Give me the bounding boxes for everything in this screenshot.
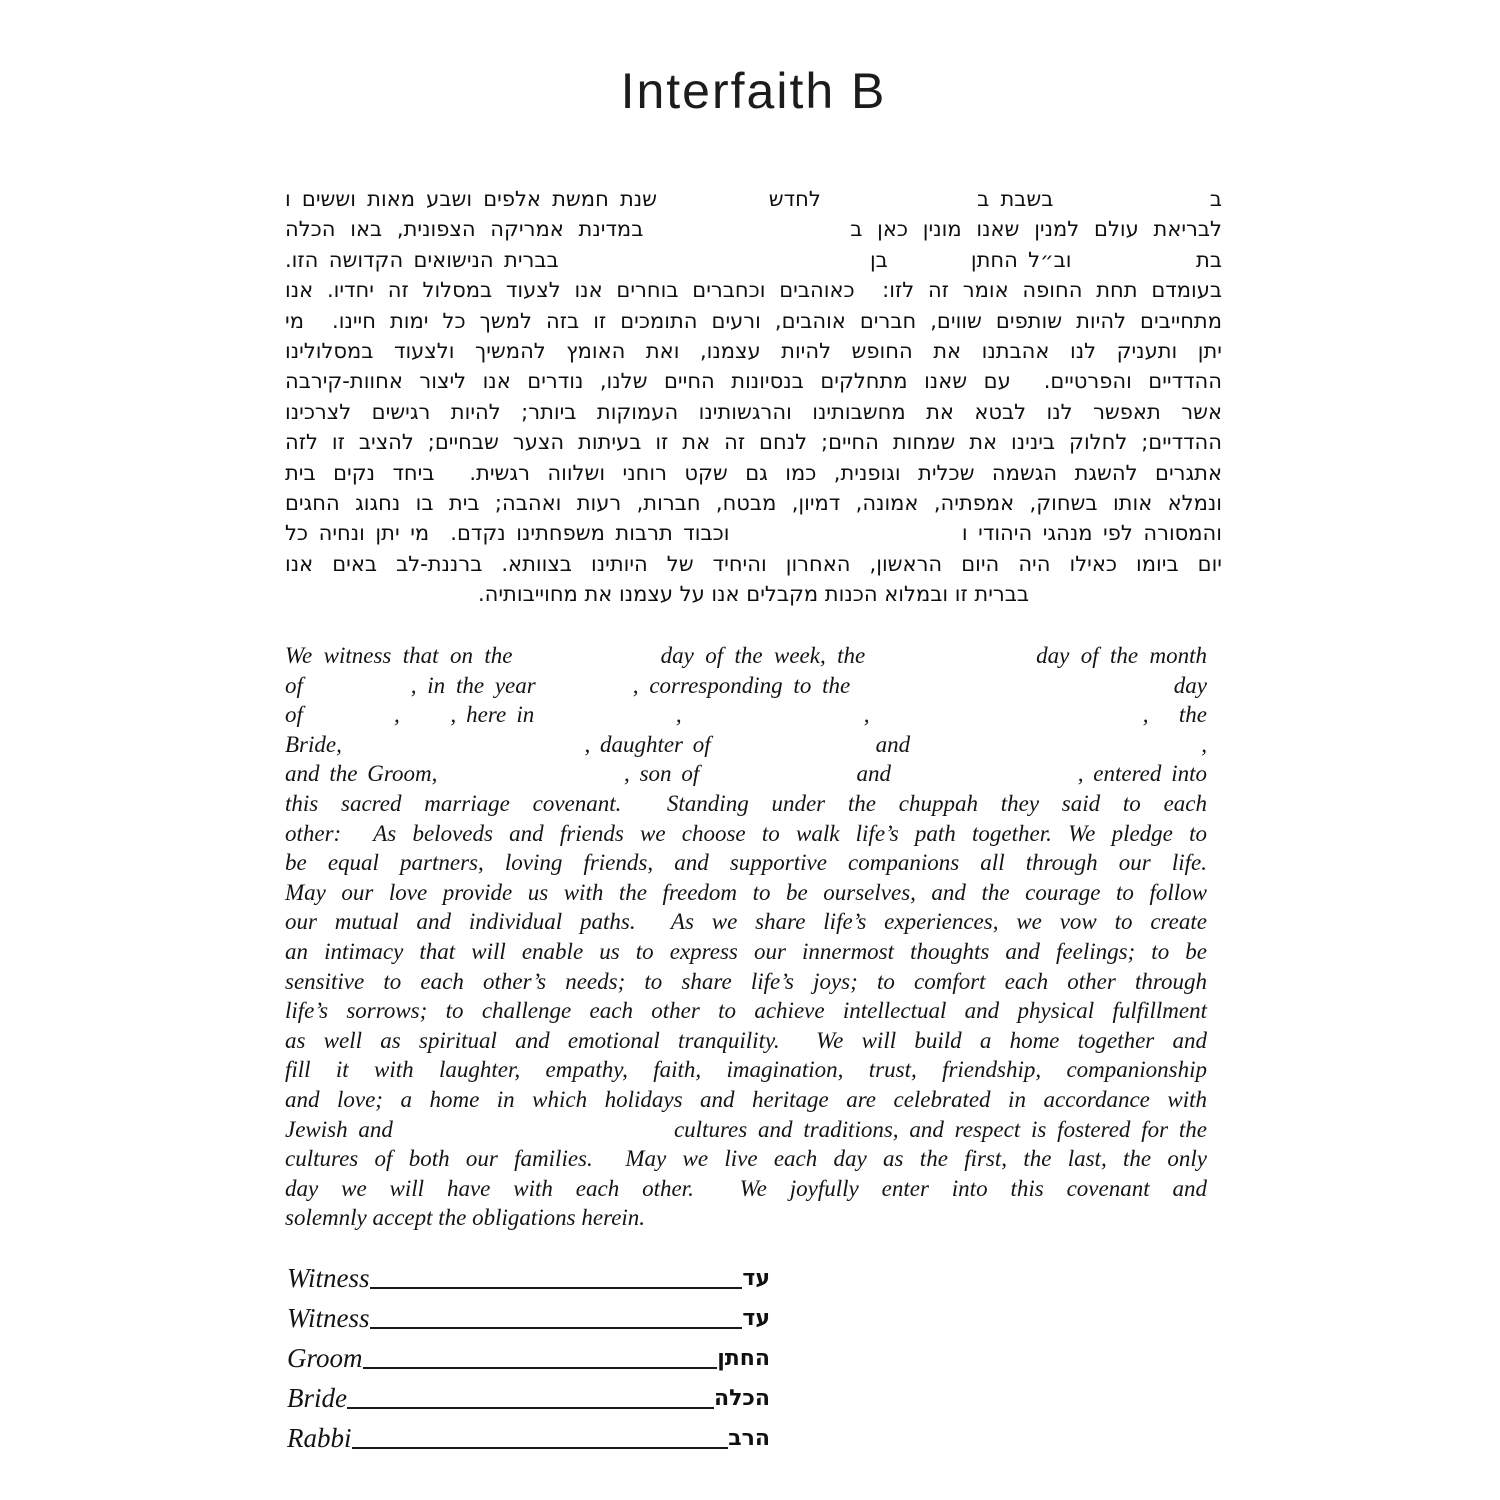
english-text-line: be equal partners, loving friends, and supportive companions all through our life. xyxy=(285,850,1207,876)
hebrew-text-line: בת וב״ל החתן בן בברית הנישואים הקדושה הזו. xyxy=(285,247,1222,272)
page-title: Interfaith B xyxy=(620,63,887,119)
hebrew-text-line: ונמלא אותו בשחוק, אמפתיה, אמונה, דמיון, מבטח, חברות, רעות ואהבה; בית בו נחגוג החגים xyxy=(285,491,1222,516)
bride-signature-row xyxy=(287,1372,770,1412)
hebrew-text-line: יתן ותעניק לנו אהבתנו את החופש להיות עצמנו, ואת האומץ להמשיך ולצעוד במסלולינו xyxy=(285,339,1222,364)
english-text-line: this sacred marriage covenant. Standing under the chuppah they said to each xyxy=(285,790,1207,816)
english-text-line: an intimacy that will enable us to express our innermost thoughts and feelings; to be xyxy=(285,938,1207,964)
bride-signature-line xyxy=(347,1407,714,1409)
rabbi-signature-line xyxy=(352,1447,729,1449)
witness-signature-row xyxy=(287,1252,770,1292)
witness-hebrew-label: עד xyxy=(742,1306,770,1331)
english-text-line: other: As beloveds and friends we choose to walk life’s path together. We pledge to xyxy=(285,820,1207,846)
hebrew-text-line: אשר תאפשר לנו לבטא את מחשבותינו והרגשותינו העמוקות ביותר; להיות רגישים לצרכינו xyxy=(285,399,1222,424)
hebrew-text-line: ההדדיים; לחלוק בינינו את שמחות החיים; לנחם זה את זו בעיתות הצער שבחיים; להציב זו לזה xyxy=(285,430,1222,455)
hebrew-text-line: מתחייבים להיות שותפים שווים, חברים אוהבים, ורעים התומכים זו בזה למשך כל ימות חיינו. מי xyxy=(285,308,1222,333)
english-text-block xyxy=(285,641,1207,1233)
hebrew-text-line: בעומדם תחת החופה אומר זה לזו: כאוהבים וכחברים בוחרים אנו לצעוד במסלול זה יחדיו. אנו xyxy=(285,278,1222,303)
bride-label: Bride xyxy=(287,1383,347,1413)
hebrew-text-block xyxy=(285,184,1222,610)
english-text-line: day we will have with each other. We joyfully enter into this covenant and xyxy=(285,1175,1207,1201)
english-text-line: fill it with laughter, empathy, faith, imagination, trust, friendship, companionship xyxy=(285,1057,1207,1083)
english-text-line: We witness that on the day of the week, the day of the month xyxy=(285,643,1207,668)
rabbi-signature-row xyxy=(287,1412,770,1452)
witness-label: Witness xyxy=(287,1263,370,1293)
hebrew-text-line: לבריאת עולם למנין שאנו מונין כאן ב במדינת אמריקה הצפונית, באו הכלה xyxy=(285,217,1222,242)
hebrew-text-line: אתגרים להשגת הגשמה שכלית וגופנית, כמו גם שקט רוחני ושלווה רגשית. ביחד נקים בית xyxy=(285,460,1222,485)
english-text-line: Jewish and cultures and traditions, and respect is fostered for the xyxy=(285,1116,1207,1142)
english-text-line: Bride, , daughter of and , xyxy=(285,731,1207,757)
english-text-line: sensitive to each other’s needs; to share life’s joys; to comfort each other through xyxy=(285,968,1207,994)
hebrew-text-line: והמסורה לפי מנהגי היהודי ו וכבוד תרבות משפחתינו נקדם. מי יתן ונחיה כל xyxy=(285,521,1222,546)
rabbi-hebrew-label: הרב xyxy=(728,1426,770,1451)
groom-signature-line xyxy=(363,1367,718,1369)
rabbi-label: Rabbi xyxy=(287,1423,352,1453)
hebrew-text-line: ההדדיים והפרטיים. עם שאנו מתחלקים בנסיונות החיים שלנו, נודרים אנו ליצור אחוות-קירבה xyxy=(285,369,1222,394)
hebrew-text-line: יום ביומו כאילו היה היום הראשון, האחרון והיחיד של היותינו בצוותא. ברננת-לב באים אנו xyxy=(285,551,1222,576)
english-text-line: May our love provide us with the freedom to be ourselves, and the courage to follow xyxy=(285,879,1207,905)
english-text-line: life’s sorrows; to challenge each other to achieve intellectual and physical fulfillment xyxy=(285,998,1207,1024)
witness-signature-line xyxy=(370,1287,743,1289)
english-text-line: our mutual and individual paths. As we share life’s experiences, we vow to create xyxy=(285,909,1207,935)
witness-hebrew-label: עד xyxy=(742,1266,770,1291)
english-text-line: solemnly accept the obligations herein. xyxy=(285,1205,646,1231)
english-text-line: and the Groom, , son of and , entered into xyxy=(285,761,1207,787)
groom-label: Groom xyxy=(287,1343,363,1373)
groom-signature-row xyxy=(287,1332,770,1372)
groom-hebrew-label: החתן xyxy=(717,1346,770,1371)
signature-block xyxy=(287,1252,770,1452)
english-text-line: of , , here in , , , the xyxy=(285,702,1207,728)
english-text-line: of , in the year , corresponding to the day xyxy=(285,672,1207,698)
english-text-line: as well as spiritual and emotional tranquility. We will build a home together and xyxy=(285,1027,1207,1053)
english-text-line: and love; a home in which holidays and heritage are celebrated in accordance with xyxy=(285,1086,1207,1112)
hebrew-text-line: בברית זו ובמלוא הכנות מקבלים אנו על עצמנו את מחוייבותיה. xyxy=(477,582,1030,607)
english-text-line: cultures of both our families. May we live each day as the first, the last, the only xyxy=(285,1146,1207,1172)
witness-signature-line xyxy=(370,1327,743,1329)
witness-label: Witness xyxy=(287,1303,370,1333)
bride-hebrew-label: הכלה xyxy=(714,1386,770,1411)
witness-signature-row xyxy=(287,1292,770,1332)
hebrew-text-line: ב בשבת ב לחדש שנת חמשת אלפים ושבע מאות וששים ו xyxy=(285,187,1222,211)
